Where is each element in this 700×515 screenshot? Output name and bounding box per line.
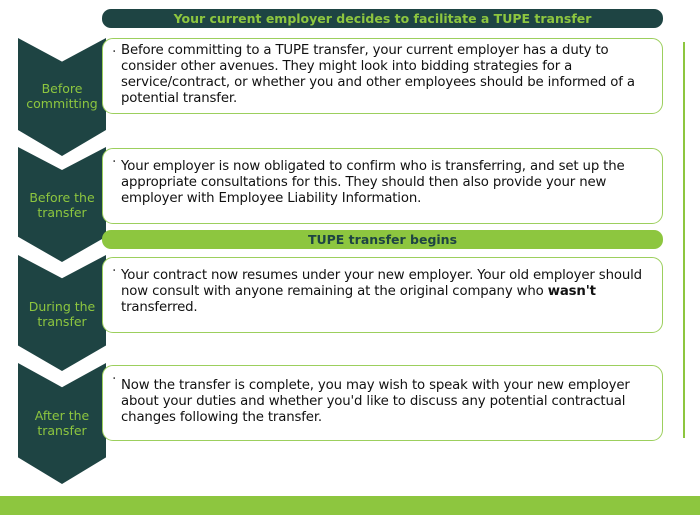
stage-label-line2: committing	[26, 96, 98, 111]
top-banner: Your current employer decides to facilitate a TUPE transfer	[102, 9, 663, 28]
stage-label-line1: Before the	[29, 190, 95, 205]
timeline-right-line	[683, 42, 685, 438]
text-part: transferred.	[121, 300, 198, 315]
stage-label-after-the-transfer	[18, 408, 106, 438]
stage-label-during-the-transfer	[18, 299, 106, 329]
bullet-marker: ·	[112, 263, 117, 279]
bullet-marker: ·	[112, 154, 117, 170]
stage-label-line1: During the	[28, 299, 96, 314]
emphasis-text: wasn't	[547, 284, 596, 299]
bullet-marker: ·	[112, 44, 117, 60]
stage-label-before-committing	[18, 81, 106, 111]
stage-card-before-committing	[102, 38, 663, 114]
text-part: Your contract now resumes under your new employer. Your old employer should now consult with anyone remaining at the original company who	[121, 268, 642, 299]
transfer-begins-banner: TUPE transfer begins	[102, 230, 663, 249]
stage-label-before-the-transfer	[18, 190, 106, 220]
stage-card-during-the-transfer	[102, 257, 663, 333]
stage-card-after-the-transfer	[102, 365, 663, 441]
stage-description: Before committing to a TUPE transfer, your current employer has a duty to consider other avenues. They might look into bidding strategies for a service/contract, or whether you and other employees should be informed of a potential transfer.	[121, 43, 635, 106]
stage-label-line2: transfer	[37, 314, 87, 329]
stage-card-before-the-transfer	[102, 148, 663, 224]
stage-description	[121, 268, 654, 316]
stage-description: Your employer is now obligated to confirm who is transferring, and set up the appropriate consultations for this. They should then also provide your new employer with Employee Liability Information.	[121, 159, 625, 206]
stage-label-line1: After the	[34, 408, 90, 423]
stage-label-line2: transfer	[37, 205, 87, 220]
bullet-marker: ·	[112, 371, 117, 387]
stage-label-line2: transfer	[37, 423, 87, 438]
footer-band	[0, 496, 700, 515]
stage-description: Now the transfer is complete, you may wish to speak with your new employer about your duties and whether you'd like to discuss any potential contractual changes following the transfer.	[121, 378, 630, 425]
stage-label-line1: Before	[41, 81, 83, 96]
